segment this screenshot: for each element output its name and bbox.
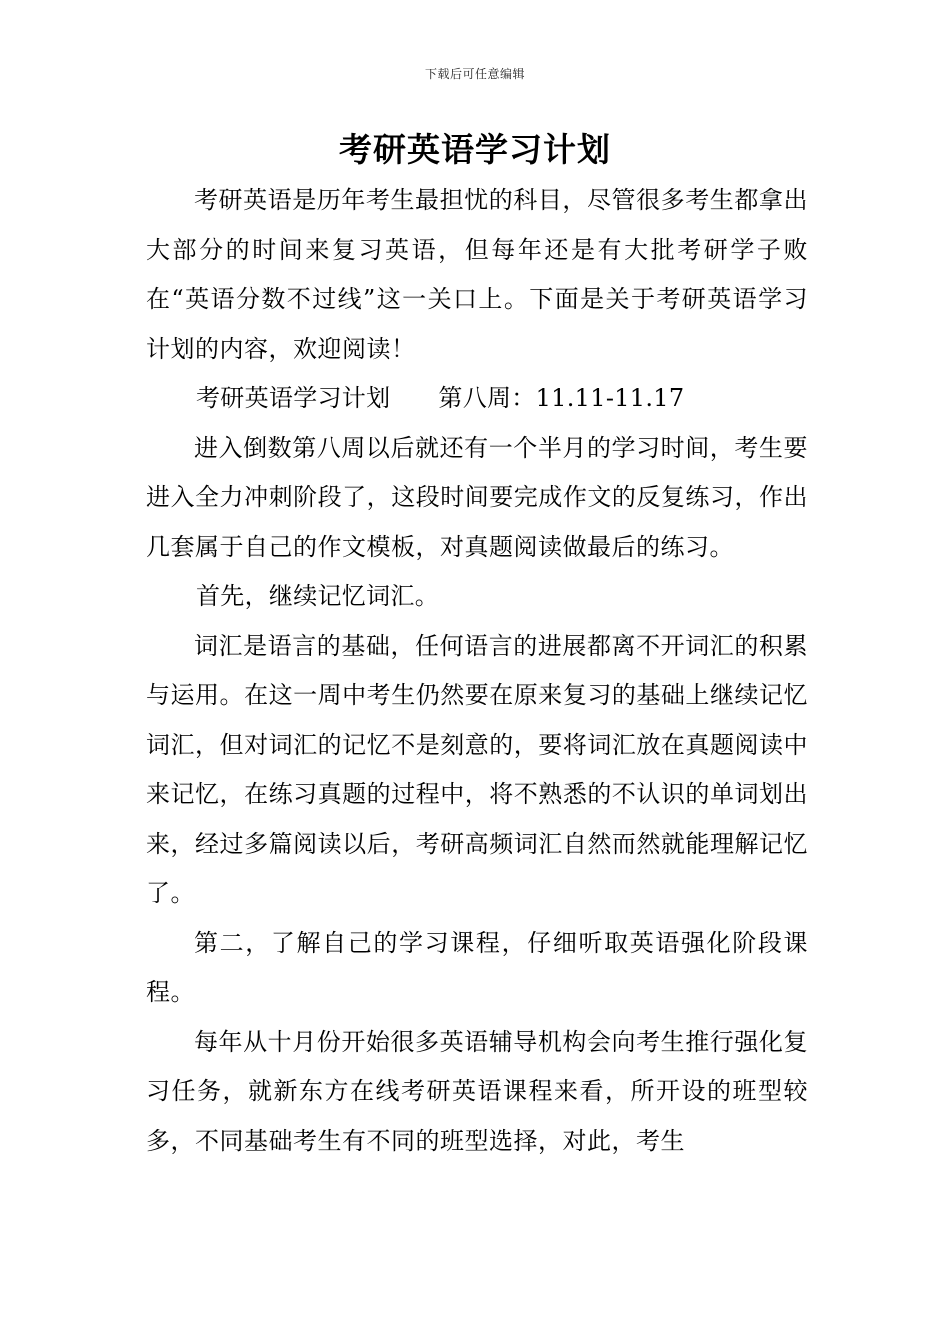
document-title: 考研英语学习计划: [339, 130, 611, 169]
intro-paragraph: 考研英语是历年考生最担忧的科目，尽管很多考生都拿出大部分的时间来复习英语，但每年还是有大批考研学子败在“英语分数不过线”这一关口上。下面是关于考研英语学习计划的内容，欢迎阅读！: [146, 186, 808, 363]
paragraph-week-eight: 进入倒数第八周以后就还有一个半月的学习时间，考生要进入全力冲刺阶段了，这段时间要完成作文的反复练习，作出几套属于自己的作文模板，对真题阅读做最后的练习。: [146, 433, 808, 561]
header-note: 下载后可任意编辑: [424, 67, 525, 81]
paragraph-courses: 每年从十月份开始很多英语辅导机构会向考生推行强化复习任务，就新东方在线考研英语课程来看，所开设的班型较多，不同基础考生有不同的班型选择，对此，考生: [146, 1027, 808, 1155]
section-heading-vocabulary: 首先，继续记忆词汇。: [196, 582, 439, 610]
section-heading-courses: 第二，了解自己的学习课程，仔细听取英语强化阶段课程。: [146, 928, 808, 1006]
week-heading-plan-label: 考研英语学习计划: [196, 384, 391, 412]
week-heading-week-label: 第八周：11.11-11.17: [438, 384, 685, 412]
document-body: [146, 176, 808, 1166]
week-heading: [146, 374, 808, 424]
paragraph-vocabulary: 词汇是语言的基础，任何语言的进展都离不开词汇的积累与运用。在这一周中考生仍然要在原来复习的基础上继续记忆词汇，但对词汇的记忆不是刻意的，要将词汇放在真题阅读中来记忆，在练习真题的过程中，将不熟悉的不认识的单词划出来，经过多篇阅读以后，考研高频词汇自然而然就能理解记忆了。: [146, 631, 808, 907]
